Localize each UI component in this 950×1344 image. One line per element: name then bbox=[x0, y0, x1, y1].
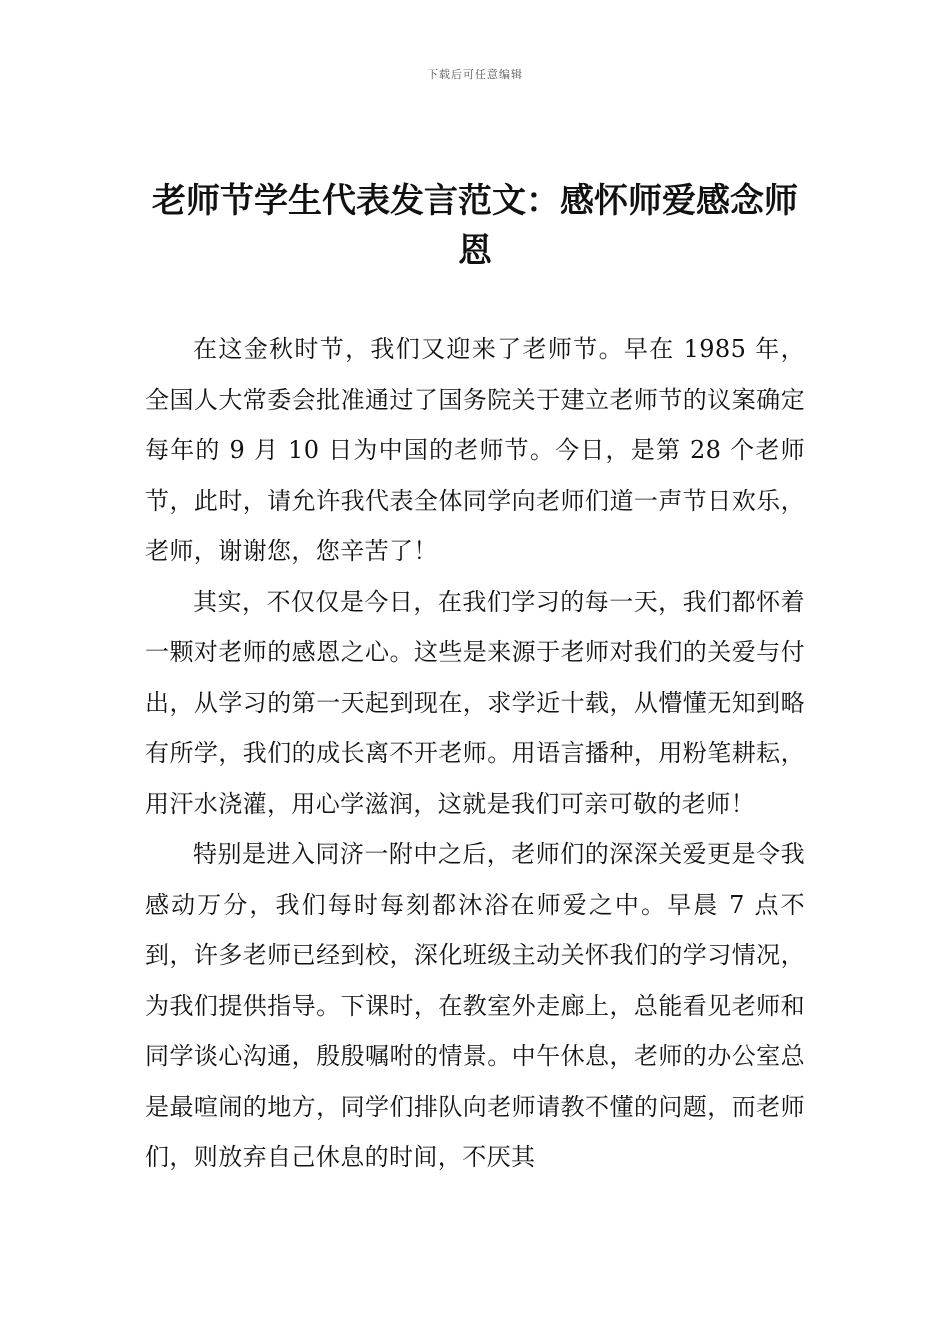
document-title: 老师节学生代表发言范文：感怀师爱感念师恩 bbox=[152, 181, 798, 271]
paragraph-3: 特别是进入同济一附中之后，老师们的深深关爱更是令我感动万分，我们每时每刻都沐浴在师爱之中。早晨 7 点不到，许多老师已经到校，深化班级主动关怀我们的学习情况，为我们提供指导。下课时，在教室外走廊上，总能看见老师和同学谈心沟通，殷殷嘱咐的情景。中午休息，老师的办公室总是最喧闹的地方，同学们排队向老师请教不懂的问题，而老师们，则放弃自己休息的时间，不厌其 bbox=[145, 840, 805, 1171]
document-body bbox=[145, 324, 805, 1183]
paragraph-2: 其实，不仅仅是今日，在我们学习的每一天，我们都怀着一颗对老师的感恩之心。这些是来源于老师对我们的关爱与付出，从学习的第一天起到现在，求学近十载，从懵懂无知到略有所学，我们的成长离不开老师。用语言播种，用粉笔耕耘，用汗水浇灌，用心学滋润，这就是我们可亲可敬的老师！ bbox=[145, 587, 805, 818]
header-note: 下载后可任意编辑 bbox=[427, 68, 523, 81]
paragraph-1: 在这金秋时节，我们又迎来了老师节。早在 1985 年，全国人大常委会批准通过了国务院关于建立老师节的议案确定每年的 9 月 10 日为中国的老师节。今日，是第 28 个老师节，此时，请允许我代表全体同学向老师们道一声节日欢乐，老师，谢谢您，您辛苦了！ bbox=[145, 335, 805, 565]
